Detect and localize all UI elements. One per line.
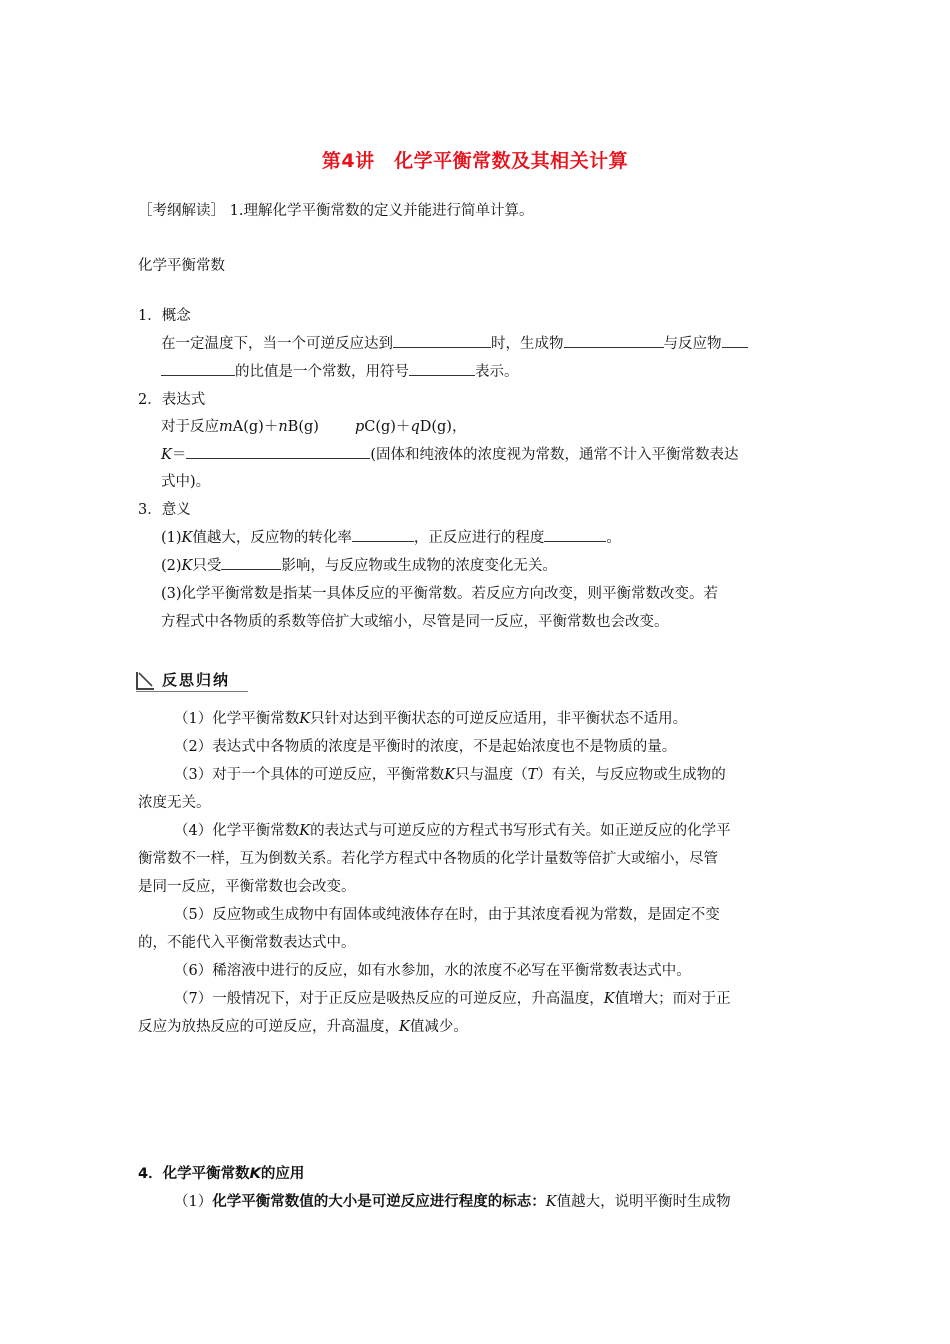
- meaning-heading: 3．意义: [138, 502, 191, 518]
- expression-note-cont: 式中)。: [161, 474, 211, 490]
- concept-line-1: [161, 333, 748, 355]
- fill-blank[interactable]: [564, 333, 664, 348]
- reflection-text: 只针对达到平衡状态的可逆反应适用，非平衡状态不适用。: [310, 711, 688, 727]
- reflection-text: 反应为放热反应的可逆反应，升高温度，: [138, 1019, 399, 1035]
- reflection-p3-cont: 浓度无关。: [138, 795, 211, 811]
- diagonal-arrow-icon: [136, 672, 154, 690]
- k-symbol: K: [444, 767, 456, 783]
- reflection-p4-cont1: 衡常数不一样，互为倒数关系。若化学方程式中各物质的化学计量数等倍扩大或缩小，尽管: [138, 851, 718, 867]
- fill-blank[interactable]: [186, 444, 370, 459]
- concept-heading: 1．概念: [138, 308, 191, 324]
- coef-n: n: [278, 419, 288, 435]
- reflection-text: 只与温度（: [455, 767, 528, 783]
- reflection-p4-cont2: 是同一反应，平衡常数也会改变。: [138, 879, 356, 895]
- reaction-prefix: 对于反应: [161, 419, 219, 435]
- meaning-text: 。: [606, 530, 621, 546]
- k-symbol: K: [299, 711, 311, 727]
- application-item-1: [174, 1191, 731, 1213]
- meaning-item-1: [161, 527, 621, 549]
- concept-text: 时，生成物: [491, 336, 564, 352]
- equals-sign: ＝: [171, 447, 187, 463]
- reflection-text: （1）化学平衡常数: [174, 711, 300, 727]
- item-number: (1): [161, 530, 182, 546]
- reflection-p5: （5）反应物或生成物中有固体或纯液体存在时，由于其浓度看视为常数，是固定不变: [174, 907, 720, 923]
- expression-heading: 2．表达式: [138, 392, 206, 408]
- k-symbol: K: [545, 1194, 557, 1210]
- k-symbol: K: [603, 991, 615, 1007]
- concept-text: 的比值是一个常数，用符号: [235, 364, 409, 380]
- fill-blank[interactable]: [393, 333, 491, 348]
- k-symbol: K: [299, 823, 311, 839]
- reflection-text: （3）对于一个具体的可逆反应，平衡常数: [174, 767, 445, 783]
- k-symbol: K: [161, 447, 172, 463]
- reflection-p4: [174, 820, 731, 842]
- species-b: B(g): [287, 419, 319, 435]
- reflection-text: （4）化学平衡常数: [174, 823, 300, 839]
- item-number: （1）: [174, 1194, 213, 1210]
- reflection-p6: （6）稀溶液中进行的反应，如有水参加，水的浓度不必写在平衡常数表达式中。: [174, 963, 691, 979]
- fill-blank[interactable]: [722, 333, 748, 348]
- reflection-p7-cont: [138, 1016, 468, 1038]
- fill-blank[interactable]: [221, 555, 281, 570]
- meaning-item-3-cont: 方程式中各物质的系数等倍扩大或缩小，尽管是同一反应，平衡常数也会改变。: [161, 614, 669, 630]
- k-symbol: K: [249, 1166, 261, 1182]
- meaning-text: 只受: [192, 558, 222, 574]
- concept-text: 在一定温度下，当一个可逆反应达到: [161, 336, 393, 352]
- k-symbol: K: [181, 530, 193, 546]
- meaning-item-3: (3)化学平衡常数是指某一具体反应的平衡常数。若反应方向改变，则平衡常数改变。若: [161, 586, 719, 602]
- item-number: (2): [161, 558, 182, 574]
- concept-text: 表示。: [475, 364, 519, 380]
- divider: [136, 691, 248, 692]
- species-a: A(g)＋: [232, 419, 279, 435]
- fill-blank[interactable]: [409, 361, 475, 376]
- coef-m: m: [219, 419, 233, 435]
- fill-blank[interactable]: [161, 361, 235, 376]
- reflection-text: 值增大；而对于正: [614, 991, 731, 1007]
- species-c: C(g)＋: [364, 419, 411, 435]
- meaning-item-2: [161, 555, 557, 577]
- application-text: 值越大，说明平衡时生成物: [556, 1194, 731, 1210]
- reflection-header: [136, 669, 248, 693]
- t-symbol: T: [527, 767, 538, 783]
- fill-blank[interactable]: [352, 527, 414, 542]
- concept-line-2: [161, 361, 519, 383]
- heading-text: 的应用: [260, 1166, 305, 1182]
- k-expression-line: [161, 444, 739, 466]
- species-d: D(g)，: [419, 419, 467, 435]
- k-symbol: K: [181, 558, 193, 574]
- reflection-text: ）有关，与反应物或生成物的: [537, 767, 726, 783]
- reflection-p1: [174, 708, 687, 730]
- coef-p: p: [354, 419, 365, 435]
- emphasis-text: 化学平衡常数值的大小是可逆反应进行程度的标志：: [212, 1194, 546, 1210]
- reflection-text: 值减少。: [409, 1019, 468, 1035]
- expression-note: (固体和纯液体的浓度视为常数，通常不计入平衡常数表达: [370, 447, 739, 463]
- coef-q: q: [410, 419, 420, 435]
- reflection-label: 反思归纳: [162, 671, 231, 689]
- meaning-text: 影响，与反应物或生成物的浓度变化无关。: [281, 558, 557, 574]
- reaction-equation: [161, 416, 466, 438]
- section-heading: 化学平衡常数: [138, 258, 225, 274]
- meaning-text: 值越大，反应物的转化率: [192, 530, 352, 546]
- reflection-p5-cont: 的，不能代入平衡常数表达式中。: [138, 935, 356, 951]
- reflection-text: 的表达式与可逆反应的方程式书写形式有关。如正逆反应的化学平: [310, 823, 731, 839]
- heading-text: 4．化学平衡常数: [138, 1166, 250, 1182]
- fill-blank[interactable]: [544, 527, 606, 542]
- reflection-text: （7）一般情况下，对于正反应是吸热反应的可逆反应，升高温度，: [174, 991, 604, 1007]
- reflection-p3: [174, 764, 726, 786]
- k-symbol: K: [399, 1019, 410, 1035]
- reflection-p7: [174, 988, 731, 1010]
- meaning-text: ，正反应进行的程度: [413, 530, 545, 546]
- page-title: 第4讲 化学平衡常数及其相关计算: [321, 150, 629, 172]
- syllabus-line: ［考纲解读］ 1.理解化学平衡常数的定义并能进行简单计算。: [138, 203, 534, 219]
- concept-text: 与反应物: [663, 336, 722, 352]
- application-heading: [138, 1163, 304, 1185]
- reflection-p2: （2）表达式中各物质的浓度是平衡时的浓度，不是起始浓度也不是物质的量。: [174, 739, 677, 755]
